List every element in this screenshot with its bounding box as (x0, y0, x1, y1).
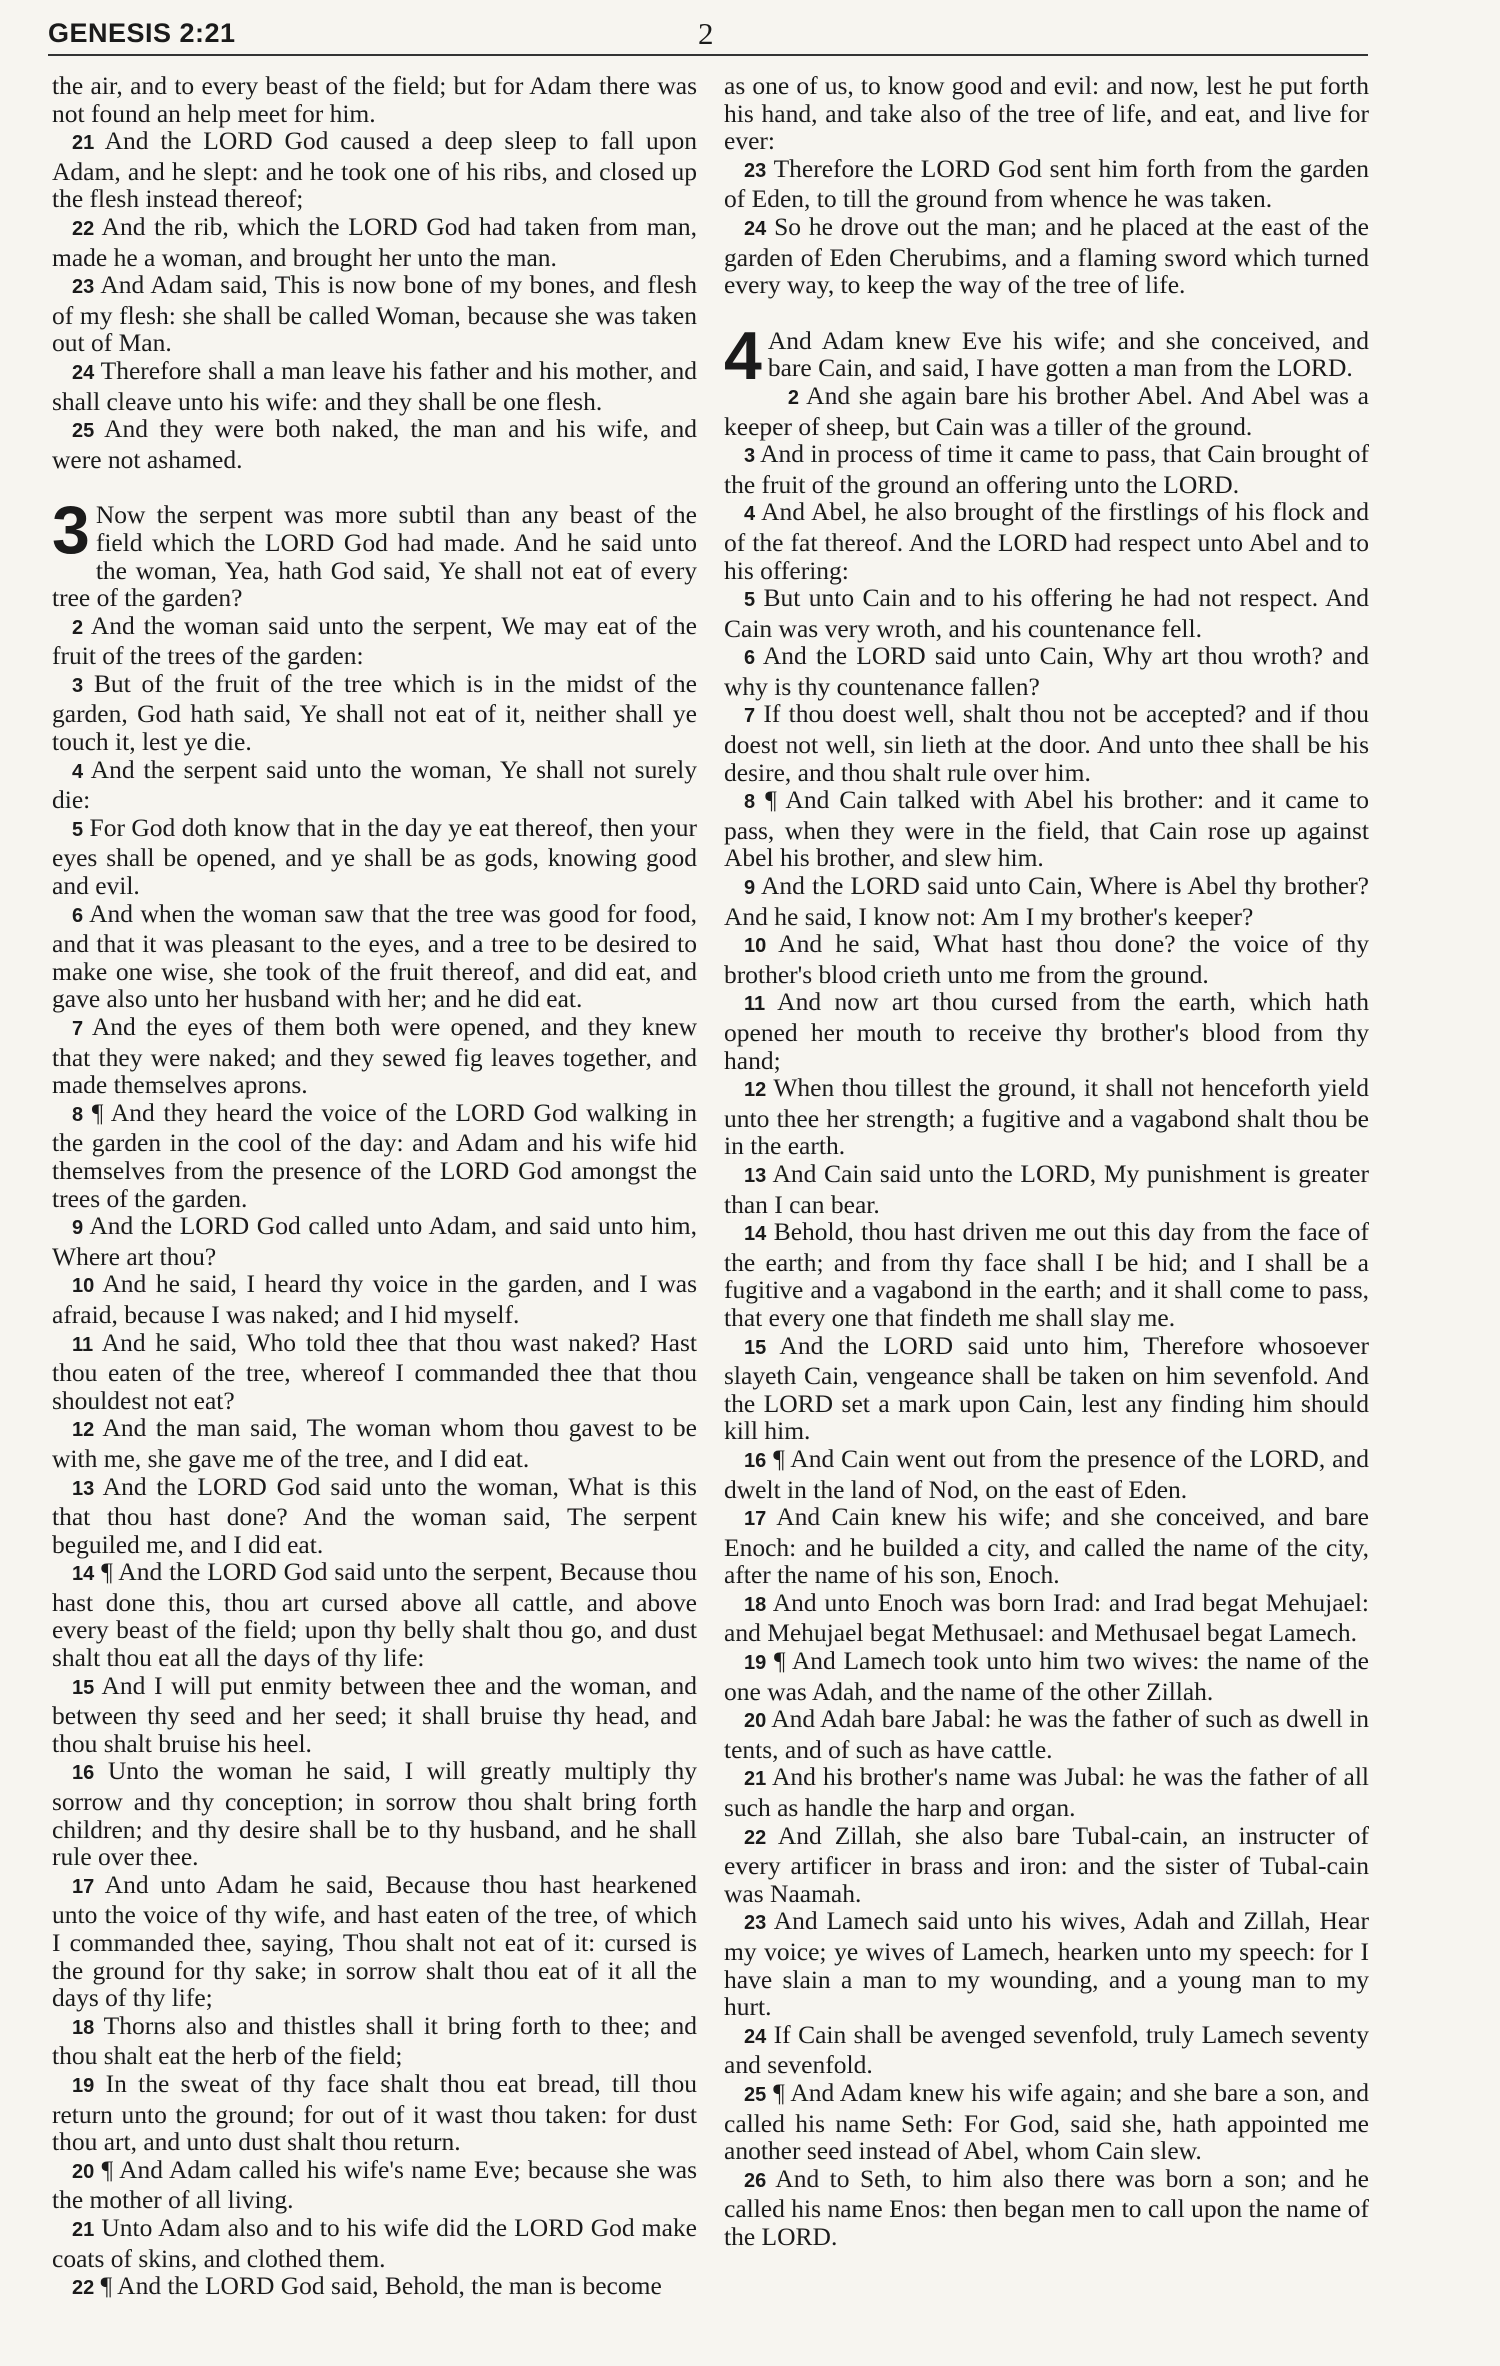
verse-number: 15 (72, 1676, 95, 1699)
verse (52, 612, 697, 670)
verse (724, 1332, 1369, 1445)
verse (724, 2079, 1369, 2165)
chapter-opening (724, 317, 1369, 394)
verse (724, 642, 1369, 700)
verse-number: 18 (744, 1593, 767, 1616)
verse (52, 1757, 697, 1870)
verse-number: 23 (744, 1912, 767, 1935)
page-number: 2 (698, 16, 714, 51)
verse (724, 2165, 1369, 2251)
verse-number: 12 (72, 1419, 95, 1442)
verse-text: But of the fruit of the tree which is in the midst of the garden, God hath said, Ye shall not eat of it, neither shall ye touch it, lest ye die. (52, 668, 697, 757)
verse-text: ¶ And they heard the voice of the LORD God walking in the garden in the cool of the day: and Adam and his wife hid themselves from the presence of the LORD God amongst the trees of the garden. (52, 1097, 697, 1213)
verse (724, 1218, 1369, 1331)
verse (52, 271, 697, 357)
verse-text: And the LORD God called unto Adam, and said unto him, Where art thou? (52, 1211, 697, 1271)
verse (724, 1763, 1369, 1821)
left-text-column (52, 72, 697, 2303)
verse (724, 1074, 1369, 1160)
verse (724, 1503, 1369, 1589)
verse (52, 1212, 697, 1270)
verse-text: And Adam said, This is now bone of my bones, and flesh of my flesh: she shall be called Woman, because she was taken out of Man. (52, 270, 697, 358)
verse-text: And she again bare his brother Abel. And Abel was a keeper of sheep, but Cain was a tiller of the ground. (724, 380, 1369, 441)
verse-number: 19 (72, 2074, 95, 2097)
verse-number: 25 (744, 2083, 767, 2106)
verse-text: And the eyes of them both were opened, and they knew that they were naked; and they sewed fig leaves together, and made themselves aprons. (52, 1012, 697, 1100)
verse (52, 1414, 697, 1472)
verse (52, 213, 697, 271)
verse-number: 20 (72, 2160, 95, 2183)
verse (52, 2012, 697, 2070)
verse-number: 6 (744, 647, 756, 670)
verse-number: 5 (744, 589, 756, 612)
verse (724, 930, 1369, 988)
verse-number: 11 (72, 1333, 94, 1356)
verse-number: 22 (72, 2277, 95, 2300)
verse-text: And he said, Who told thee that thou wast naked? Hast thou eaten of the tree, whereof I commanded thee that thou shouldest not eat? (52, 1327, 697, 1415)
verse (724, 1822, 1369, 1908)
verse-text: Thorns also and thistles shall it bring forth to thee; and thou shalt eat the herb of the field; (52, 2010, 697, 2071)
verse (724, 786, 1369, 872)
verse-text: Therefore shall a man leave his father and his mother, and shall cleave unto his wife: and they shall be one flesh. (52, 355, 697, 416)
verse (52, 1099, 697, 1212)
verse-text: And Adah bare Jabal: he was the father of such as dwell in tents, and of such as have cattle. (724, 1704, 1369, 1764)
verse (724, 213, 1369, 299)
verse-text: Behold, thou hast driven me out this day from the face of the earth; and from thy face shall I be hid; and I shall be a fugitive and a vagabond in the earth; and it shall come to pass, that every one that findeth me shall slay me. (724, 1217, 1369, 1332)
verse-number: 9 (744, 877, 756, 900)
verse-number: 21 (744, 1768, 767, 1791)
verse (52, 1672, 697, 1758)
verse-number: 2 (787, 386, 799, 409)
verse-text: ¶ And Cain talked with Abel his brother: and it came to pass, when they were in the field, that Cain rose up against Abel his brother, and slew him. (724, 785, 1369, 873)
verse (52, 127, 697, 213)
verse (724, 1705, 1369, 1763)
verse-text: And the woman said unto the serpent, We may eat of the fruit of the trees of the garden: (52, 610, 697, 671)
verse (724, 584, 1369, 642)
verse-number: 21 (72, 2218, 95, 2241)
verse-number: 22 (72, 217, 95, 240)
verse-number: 7 (72, 1018, 84, 1040)
verse-number: 11 (744, 993, 766, 1016)
verse (724, 1445, 1369, 1503)
verse-text: If thou doest well, shalt thou not be accepted? and if thou doest not well, sin lieth at the door. And unto thee shall be his desire, and thou shalt rule over him. (724, 699, 1369, 787)
verse-number: 17 (72, 1875, 95, 1898)
verse-text: In the sweat of thy face shalt thou eat bread, till thou return unto the ground; for out of it wast thou taken: for dust thou art, and unto dust shalt thou return. (52, 2068, 697, 2157)
verse-number: 15 (744, 1336, 767, 1359)
verse-number: 16 (744, 1449, 767, 1472)
running-head: GENESIS 2:21 (48, 18, 236, 48)
verse-number: 3 (744, 445, 756, 468)
verse-number: 23 (72, 276, 95, 299)
verse-number: 5 (72, 818, 84, 841)
verse-text: And Abel, he also brought of the firstlings of his flock and of the fat thereof. And the LORD had respect unto Abel and to his offering: (724, 497, 1369, 585)
verse-text: And he said, I heard thy voice in the garden, and I was afraid, because I was naked; and I hid myself. (52, 1269, 697, 1329)
verse (724, 382, 1369, 440)
verse-text: And in process of time it came to pass, that Cain brought of the fruit of the ground an offering unto the LORD. (724, 439, 1369, 499)
verse-text: And his brother's name was Jubal: he was the father of all such as handle the harp and organ. (724, 1762, 1369, 1823)
verse-text: And Cain said unto the LORD, My punishment is greater than I can bear. (724, 1158, 1369, 1219)
verse-number: 25 (72, 420, 95, 443)
verse-text: And they were both naked, the man and his wife, and were not ashamed. (52, 414, 697, 474)
verse-number: 13 (72, 1477, 95, 1500)
verse (724, 2021, 1369, 2079)
verse-text: And the man said, The woman whom thou gavest to be with me, she gave me of the tree, and I did eat. (52, 1413, 697, 1473)
page-header (48, 16, 1368, 56)
verse-text: For God doth know that in the day ye eat thereof, then your eyes shall be opened, and ye shall be as gods, knowing good and evil. (52, 812, 697, 901)
verse-text: And the LORD said unto Cain, Why art thou wroth? and why is thy countenance fallen? (724, 641, 1369, 701)
verse-number: 12 (744, 1079, 767, 1102)
verse (52, 1013, 697, 1099)
verse-number: 24 (72, 361, 95, 384)
verse (724, 440, 1369, 498)
verse (52, 2214, 697, 2272)
verse-text: And now art thou cursed from the earth, which hath opened her mouth to receive thy brother's blood from thy hand; (724, 987, 1369, 1075)
verse-text: ¶ And Adam knew his wife again; and she bare a son, and called his name Seth: For God, said she, hath appointed me another seed instead of Abel, whom Cain slew. (724, 2077, 1369, 2166)
verse (52, 1871, 697, 2012)
verse-number: 9 (72, 1217, 84, 1240)
verse-number: 22 (744, 1826, 767, 1849)
verse-number: 21 (72, 132, 95, 155)
verse (52, 670, 697, 756)
verse-text: And the LORD God said unto the woman, What is this that thou hast done? And the woman said, The serpent beguiled me, and I did eat. (52, 1471, 697, 1559)
verse-text: So he drove out the man; and he placed at the east of the garden of Eden Cherubims, and a flaming sword which turned every way, to keep the way of the tree of life. (724, 211, 1369, 300)
verse-number: 19 (744, 1652, 767, 1675)
chapter-number: 3 (52, 492, 90, 569)
verse-text: ¶ And Cain went out from the presence of the LORD, and dwelt in the land of Nod, on the east of Eden. (724, 1443, 1369, 1504)
right-text-column (724, 72, 1369, 2251)
verse (52, 756, 697, 814)
verse-text: When thou tillest the ground, it shall not henceforth yield unto thee her strength; a fugitive and a vagabond shalt thou be in the earth. (724, 1073, 1369, 1161)
verse (724, 1160, 1369, 1218)
verse (52, 2156, 697, 2214)
verse-number: 4 (72, 760, 84, 783)
verse-text: And unto Adam he said, Because thou hast hearkened unto the voice of thy wife, and hast eaten of the tree, of which I commanded thee, saying, Thou shalt not eat of it: cursed is the ground for thy sake; in sorrow shalt thou eat of it all the days of thy life; (52, 1869, 697, 2013)
verse-text: And the LORD said unto Cain, Where is Abel thy brother? And he said, I know not: Am I my brother's keeper? (724, 871, 1369, 931)
verse-text: ¶ And the LORD God said unto the serpent, Because thou hast done this, thou art cursed above all cattle, and above every beast of the field; upon thy belly shalt thou go, and dust shalt thou eat all the days of thy life: (52, 1557, 697, 1673)
verse (724, 155, 1369, 213)
verse (724, 988, 1369, 1074)
verse (52, 1558, 697, 1671)
verse-number: 6 (72, 904, 84, 927)
verse-continuation: the air, and to every beast of the field; but for Adam there was not found an help meet for him. (52, 71, 697, 128)
verse-number: 8 (72, 1103, 84, 1126)
verse-text: If Cain shall be avenged sevenfold, truly Lamech seventy and sevenfold. (724, 2019, 1369, 2080)
verse-number: 7 (744, 705, 756, 728)
verse-number: 23 (744, 159, 767, 182)
verse-text: Unto the woman he said, I will greatly multiply thy sorrow and thy conception; in sorrow thou shalt bring forth children; and thy desire shall be to thy husband, and he shall rule over thee. (52, 1756, 697, 1872)
verse-text: And Lamech said unto his wives, Adah and Zillah, Hear my voice; ye wives of Lamech, hearken unto my speech: for I have slain a man to my wounding, and a young man to my hurt. (724, 1906, 1369, 2022)
verse-number: 14 (72, 1563, 95, 1586)
verse-text: ¶ And the LORD God said, Behold, the man is become (94, 2271, 662, 2301)
verse (724, 498, 1369, 584)
verse-text: And when the woman saw that the tree was good for food, and that it was pleasant to the eyes, and a tree to be desired to make one wise, she took of the fruit thereof, and did eat, and gave also unto her husband with her; and he did eat. (52, 898, 697, 1014)
verse (724, 872, 1369, 930)
verse-number: 24 (744, 217, 767, 240)
verse-text: And the rib, which the LORD God had taken from man, made he a woman, and brought her unto the man. (52, 211, 697, 272)
verse-number: 10 (72, 1275, 95, 1298)
chapter-opening (52, 492, 697, 613)
verse-number: 16 (72, 1762, 95, 1785)
verse-text: And unto Enoch was born Irad: and Irad begat Mehujael: and Mehujael begat Methusael: and Methusael begat Lamech. (724, 1587, 1369, 1648)
verse-number: 8 (744, 791, 756, 814)
verse (52, 1270, 697, 1328)
verse-continuation: as one of us, to know good and evil: and now, lest he put forth his hand, and take also of the tree of life, and eat, and live for ever: (724, 71, 1369, 156)
verse (52, 2070, 697, 2156)
verse-text: ¶ And Lamech took unto him two wives: the name of the one was Adah, and the name of the other Zillah. (724, 1646, 1369, 1706)
verse-text: And Adam knew Eve his wife; and she conceived, and bare Cain, and said, I have gotten a man from the LORD. (767, 325, 1369, 383)
verse (52, 1329, 697, 1415)
verse (52, 814, 697, 900)
verse-text: ¶ And Adam called his wife's name Eve; because she was the mother of all living. (52, 2154, 697, 2215)
verse (724, 1647, 1369, 1705)
verse-text: And I will put enmity between thee and the woman, and between thy seed and her seed; it shall bruise thy head, and thou shalt bruise his heel. (52, 1670, 697, 1758)
verse-text: But unto Cain and to his offering he had not respect. And Cain was very wroth, and his countenance fell. (724, 583, 1369, 643)
verse-text: Unto Adam also and to his wife did the LORD God make coats of skins, and clothed them. (52, 2212, 697, 2273)
verse-text: And Cain knew his wife; and she conceived, and bare Enoch: and he builded a city, and called the name of the city, after the name of his son, Enoch. (724, 1502, 1369, 1590)
verse-text: Therefore the LORD God sent him forth from the garden of Eden, to till the ground from whence he was taken. (724, 153, 1369, 214)
verse (724, 1907, 1369, 2020)
verse-number: 17 (744, 1508, 767, 1531)
verse (724, 1589, 1369, 1647)
verse-text: And the LORD God caused a deep sleep to fall upon Adam, and he slept: and he took one of his ribs, and closed up the flesh instead thereof; (52, 126, 697, 214)
verse-number: 24 (744, 2025, 767, 2048)
verse-number: 10 (744, 935, 767, 958)
verse-number: 18 (72, 2016, 95, 2039)
verse-text: And he said, What hast thou done? the voice of thy brother's blood crieth unto me from the ground. (724, 929, 1369, 989)
verse-number: 4 (744, 503, 756, 526)
verse-text: And to Seth, to him also there was born a son; and he called his name Enos: then began men to call upon the name of the LORD. (724, 2163, 1369, 2251)
verse-number: 3 (72, 674, 84, 697)
verse (52, 900, 697, 1013)
verse (52, 357, 697, 415)
verse-number: 14 (744, 1223, 767, 1246)
verse-number: 13 (744, 1164, 767, 1187)
verse-text: Now the serpent was more subtil than any beast of the field which the LORD God had made. And he said unto the woman, Yea, hath God said, Ye shall not eat of every tree of the garden? (52, 500, 697, 613)
verse (52, 415, 697, 473)
verse (52, 2272, 697, 2303)
verse (52, 1473, 697, 1559)
verse-number: 26 (744, 2169, 767, 2192)
verse-text: And the LORD said unto him, Therefore whosoever slayeth Cain, vengeance shall be taken on him sevenfold. And the LORD set a mark upon Cain, lest any finding him should kill him. (724, 1330, 1369, 1446)
verse-text: And Zillah, she also bare Tubal-cain, an instructer of every artificer in brass and iron: and the sister of Tubal-cain was Naamah. (724, 1820, 1369, 1908)
verse-text: And the serpent said unto the woman, Ye shall not surely die: (52, 754, 697, 815)
chapter-number: 4 (724, 317, 762, 394)
verse-number: 2 (72, 616, 84, 639)
verse-number: 20 (744, 1710, 767, 1733)
verse (724, 700, 1369, 786)
